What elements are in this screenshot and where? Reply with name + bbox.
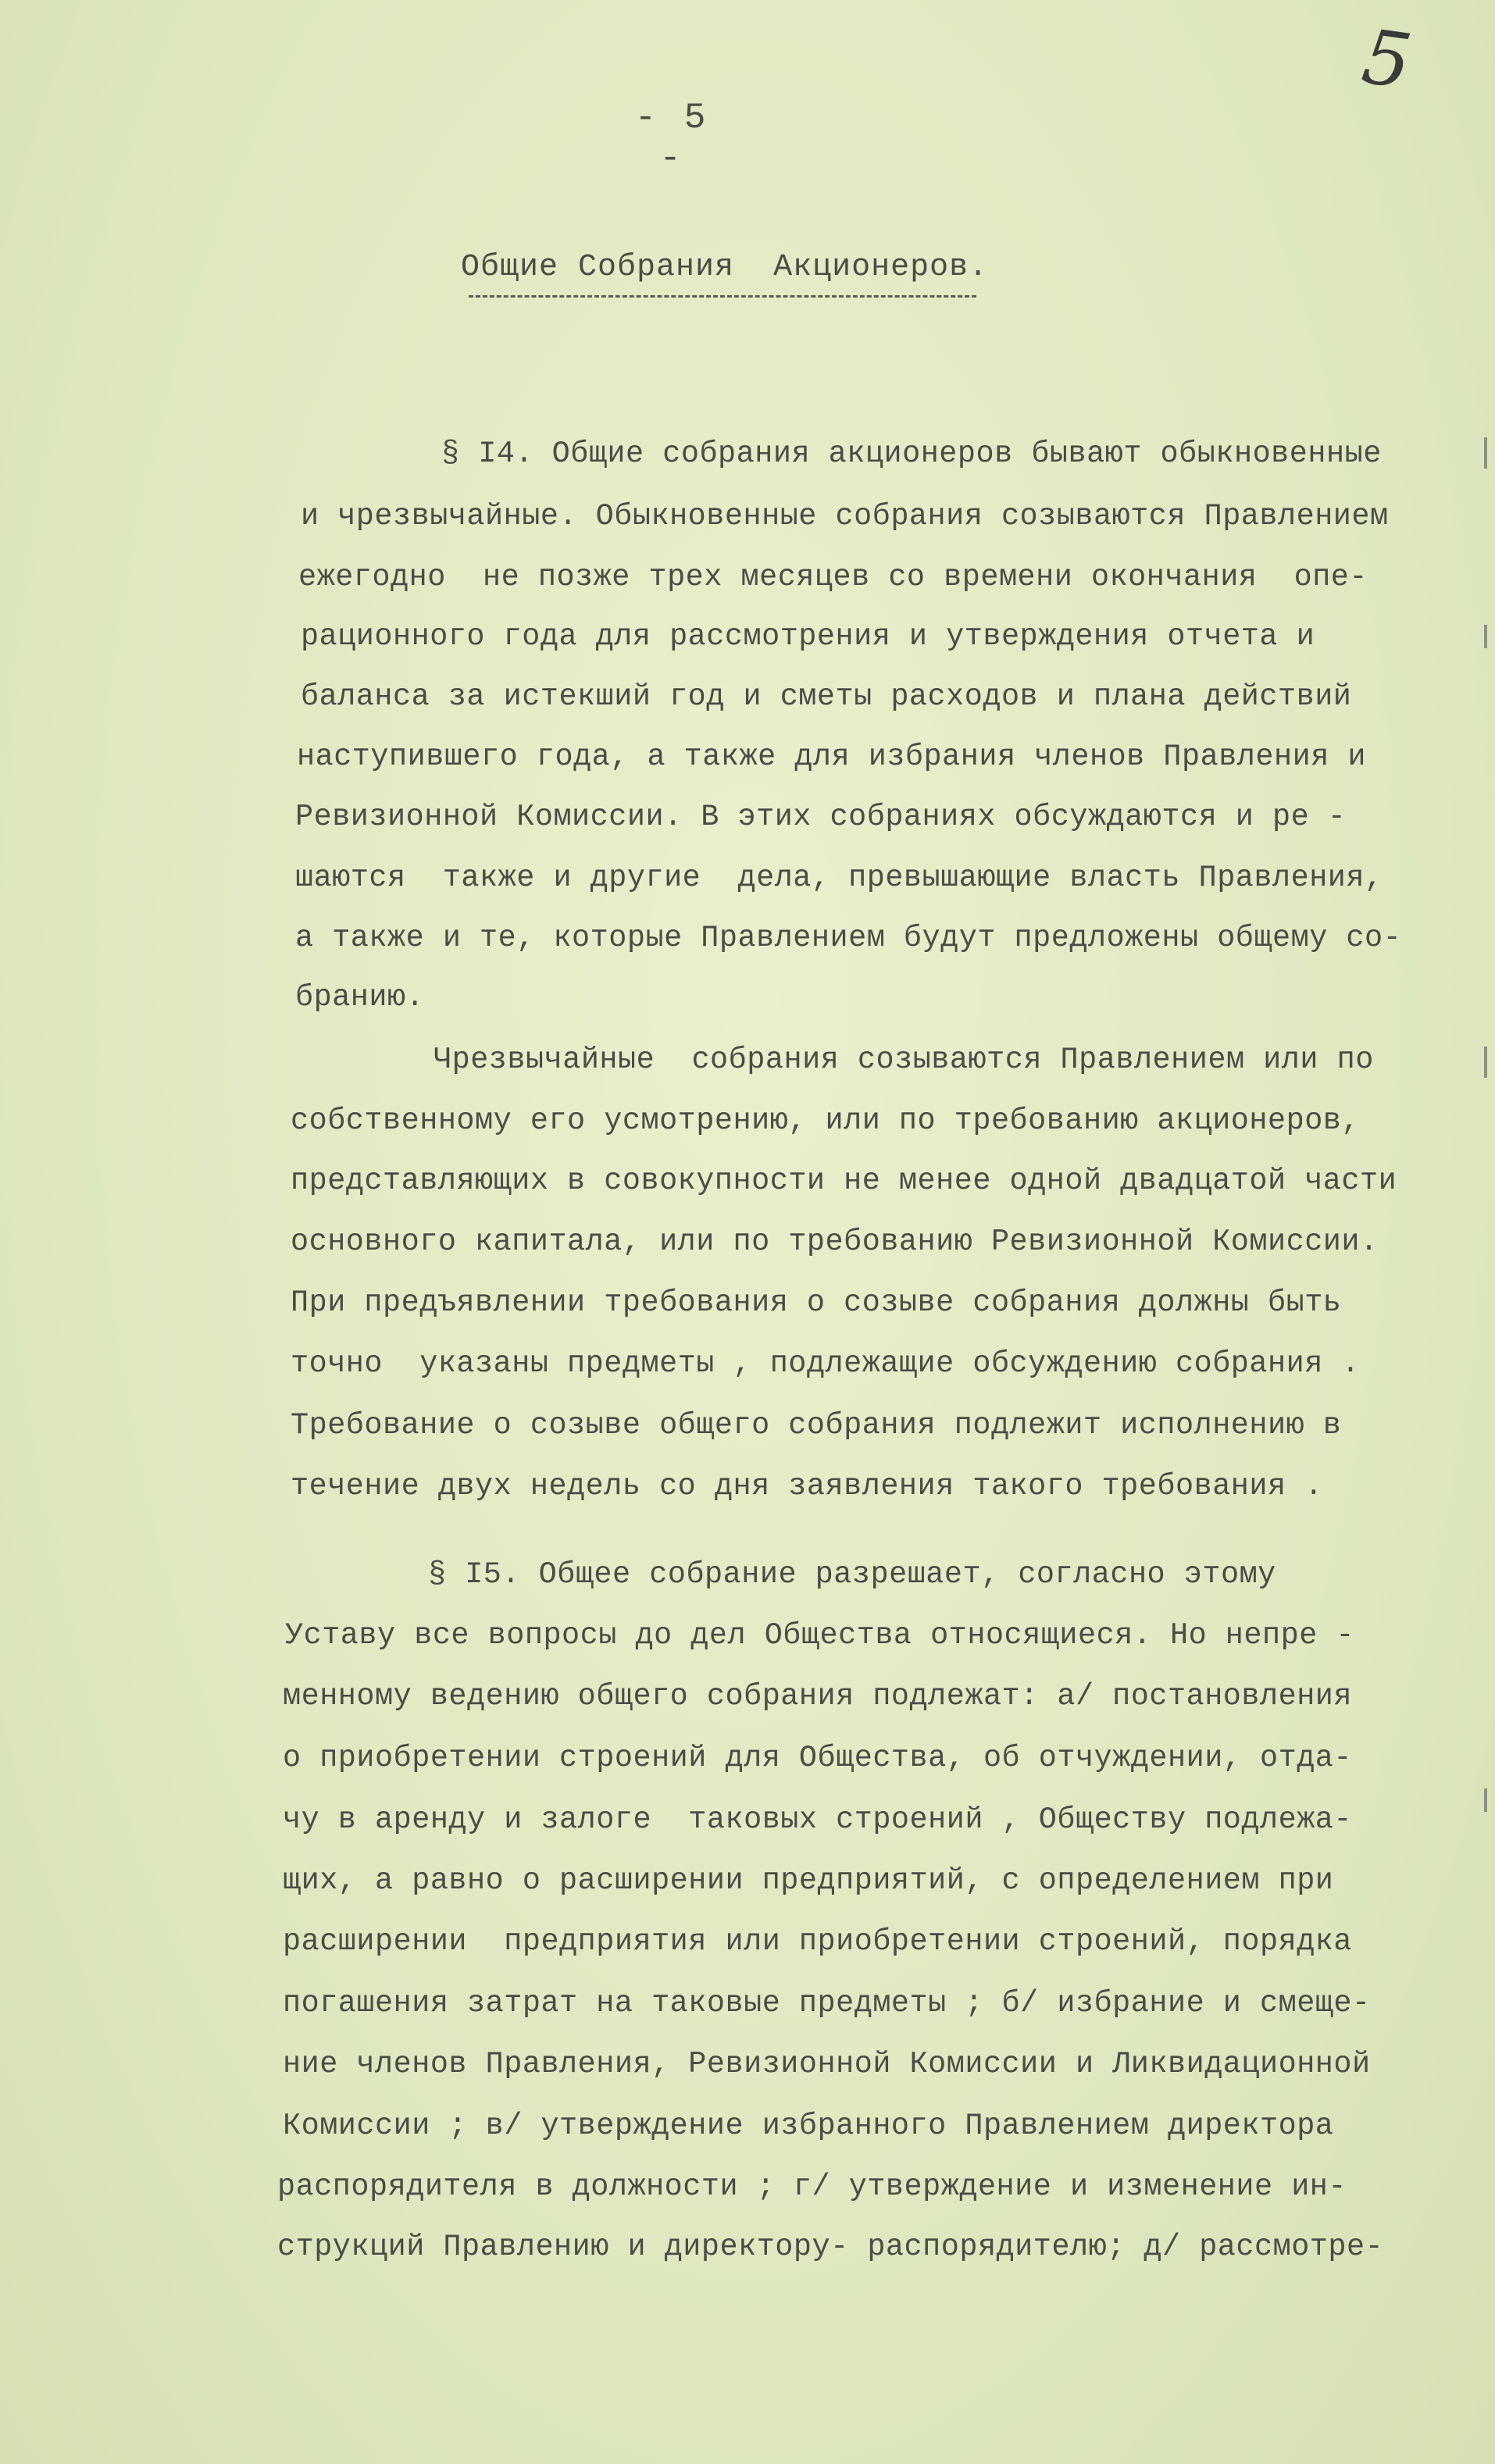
text-line: При предъявлении требования о созыве собрания должны быть <box>291 1285 1342 1320</box>
text-line: рационного года для рассмотрения и утверждения отчета и <box>301 619 1315 654</box>
text-line: шаются также и другие дела, превышающие власть Правления, <box>295 861 1383 895</box>
paper-edge-mark <box>1484 437 1487 469</box>
text-line: расширении предприятия или приобретении строений, порядка <box>283 1924 1353 1959</box>
text-line: представляющих в совокупности не менее одной двадцатой части <box>291 1164 1397 1198</box>
text-line: § I4. Общие собрания акционеров бывают обыкновенные <box>441 437 1382 471</box>
text-line: струкций Правлению и директору- распорядителю; д/ рассмотре- <box>277 2230 1384 2264</box>
text-line: щих, а равно о расширении предприятий, с определением при <box>283 1863 1334 1898</box>
handwritten-page-number: 5 <box>1357 12 1417 106</box>
text-line: точно указаны предметы , подлежащие обсуждению собрания . <box>291 1346 1361 1381</box>
page-number: - 5 - <box>634 98 709 179</box>
text-line: основного капитала, или по требованию Ревизионной Комиссии. <box>291 1225 1379 1259</box>
text-line: Комиссии ; в/ утверждение избранного Правлением директора <box>283 2109 1334 2143</box>
paper-edge-mark <box>1484 625 1487 648</box>
text-line: распорядителя в должности ; г/ утверждение и изменение ин- <box>277 2170 1347 2204</box>
text-line: § I5. Общее собрание разрешает, согласно этому <box>428 1557 1276 1592</box>
text-line: баланса за истекший год и сметы расходов и плана действий <box>301 679 1352 714</box>
paper-edge-mark <box>1484 1047 1487 1078</box>
section-heading: Общие Собрания Акционеров. <box>461 250 989 285</box>
text-line: течение двух недель со дня заявления такого требования . <box>291 1469 1323 1503</box>
text-line: Чрезвычайные собрания созываются Правлением или по <box>434 1043 1374 1077</box>
text-line: собственному его усмотрению, или по требованию акционеров, <box>291 1104 1361 1138</box>
text-line: погашения затрат на таковые предметы ; б/ избрание и смеще- <box>283 1986 1371 2020</box>
text-line: Требование о созыве общего собрания подлежит исполнению в <box>291 1408 1342 1442</box>
text-line: чу в аренду и залоге таковых строений , Обществу подлежа- <box>283 1803 1353 1837</box>
paper-edge-mark <box>1484 1788 1487 1812</box>
text-line: наступившего года, а также для избрания членов Правления и <box>297 740 1367 774</box>
heading-underline <box>469 295 976 298</box>
text-line: ежегодно не позже трех месяцев со времени окончания опе- <box>298 560 1368 594</box>
text-line: менному ведению общего собрания подлежат: а/ постановления <box>283 1679 1353 1713</box>
text-line: Ревизионной Комиссии. В этих собраниях обсуждаются и ре - <box>295 800 1347 834</box>
text-line: и чрезвычайные. Обыкновенные собрания созываются Правлением <box>301 499 1389 533</box>
text-line: ние членов Правления, Ревизионной Комиссии и Ликвидационной <box>283 2047 1371 2081</box>
text-line: о приобретении строений для Общества, об отчуждении, отда- <box>283 1741 1353 1775</box>
text-line: бранию. <box>295 980 425 1014</box>
text-line: Уставу все вопросы до дел Общества относящиеся. Но непре - <box>285 1618 1355 1653</box>
text-line: а также и те, которые Правлением будут предложены общему со- <box>295 921 1402 955</box>
